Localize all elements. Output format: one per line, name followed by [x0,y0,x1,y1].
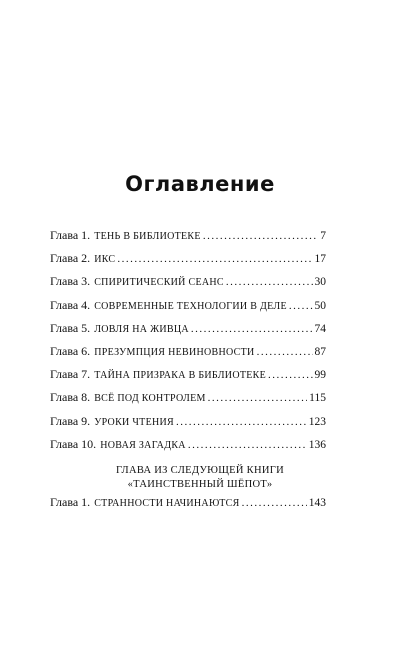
dot-leader [226,276,313,288]
chapter-label: Глава 6. [50,343,91,358]
toc-entry[interactable] [50,390,326,413]
page-number: 143 [308,497,326,509]
chapter-title: ИКС [94,254,116,266]
chapter-label: Глава 8. [50,390,91,405]
dot-leader [176,416,307,428]
toc-entry[interactable] [50,251,326,274]
page-number: 17 [314,253,326,266]
toc-entry[interactable] [50,367,326,390]
table-of-contents [50,228,326,460]
toc-entry[interactable] [50,414,326,437]
page-number: 50 [314,299,326,312]
chapter-title: УРОКИ ЧТЕНИЯ [94,416,174,428]
chapter-title: ТАЙНА ПРИЗРАКА В БИБЛИОТЕКЕ [94,370,267,382]
page-number: 123 [308,415,326,428]
toc-entry[interactable] [50,298,326,321]
chapter-label: Глава 10. [50,436,97,451]
chapter-label: Глава 3. [50,274,91,289]
dot-leader [203,230,318,242]
next-book-heading-line: ГЛАВА ИЗ СЛЕДУЮЩЕЙ КНИГИ [115,465,285,476]
dot-leader [289,300,313,312]
chapter-label: Глава 7. [50,367,91,382]
chapter-title: СПИРИТИЧЕСКИЙ СЕАНС [94,277,224,289]
dot-leader [188,439,307,451]
chapter-title: ТЕНЬ В БИБЛИОТЕКЕ [94,231,201,242]
chapter-title: ЛОВЛЯ НА ЖИВЦА [94,323,189,335]
chapter-label: Глава 5. [50,320,91,335]
page-title: Оглавление [125,172,275,196]
chapter-title: СОВРЕМЕННЫЕ ТЕХНОЛОГИИ В ДЕЛЕ [94,300,287,312]
toc-entry[interactable] [50,228,326,251]
chapter-label: Глава 9. [50,413,91,428]
dot-leader [117,253,312,265]
dot-leader [268,369,312,381]
toc-entry[interactable] [50,344,326,367]
toc-entry[interactable] [50,495,326,518]
chapter-title: ПРЕЗУМПЦИЯ НЕВИНОВНОСТИ [94,346,255,358]
dot-leader [242,497,307,509]
chapter-label: Глава 1. [50,228,91,242]
chapter-label: Глава 1. [50,495,91,509]
page-number: 7 [320,230,326,242]
page-number: 74 [314,322,326,335]
page-number: 87 [314,345,326,358]
toc-entry[interactable] [50,321,326,344]
page-number: 115 [309,392,326,405]
chapter-label: Глава 4. [50,297,91,312]
dot-leader [208,392,308,404]
chapter-title: НОВАЯ ЗАГАДКА [100,439,186,451]
page-number: 136 [308,438,326,451]
next-book-heading [0,464,400,492]
toc-entry[interactable] [50,274,326,297]
dot-leader [257,346,313,358]
chapter-title: СТРАННОСТИ НАЧИНАЮТСЯ [94,498,240,509]
dot-leader [191,323,313,335]
next-book-toc [50,495,326,518]
toc-entry[interactable] [50,437,326,460]
chapter-label: Глава 2. [50,251,91,266]
chapter-title: ВСЁ ПОД КОНТРОЛЕМ [94,393,206,405]
page-number: 30 [314,276,326,289]
next-book-title: «ТАИНСТВЕННЫЙ ШЁПОТ» [127,479,273,490]
page-number: 99 [314,369,326,382]
